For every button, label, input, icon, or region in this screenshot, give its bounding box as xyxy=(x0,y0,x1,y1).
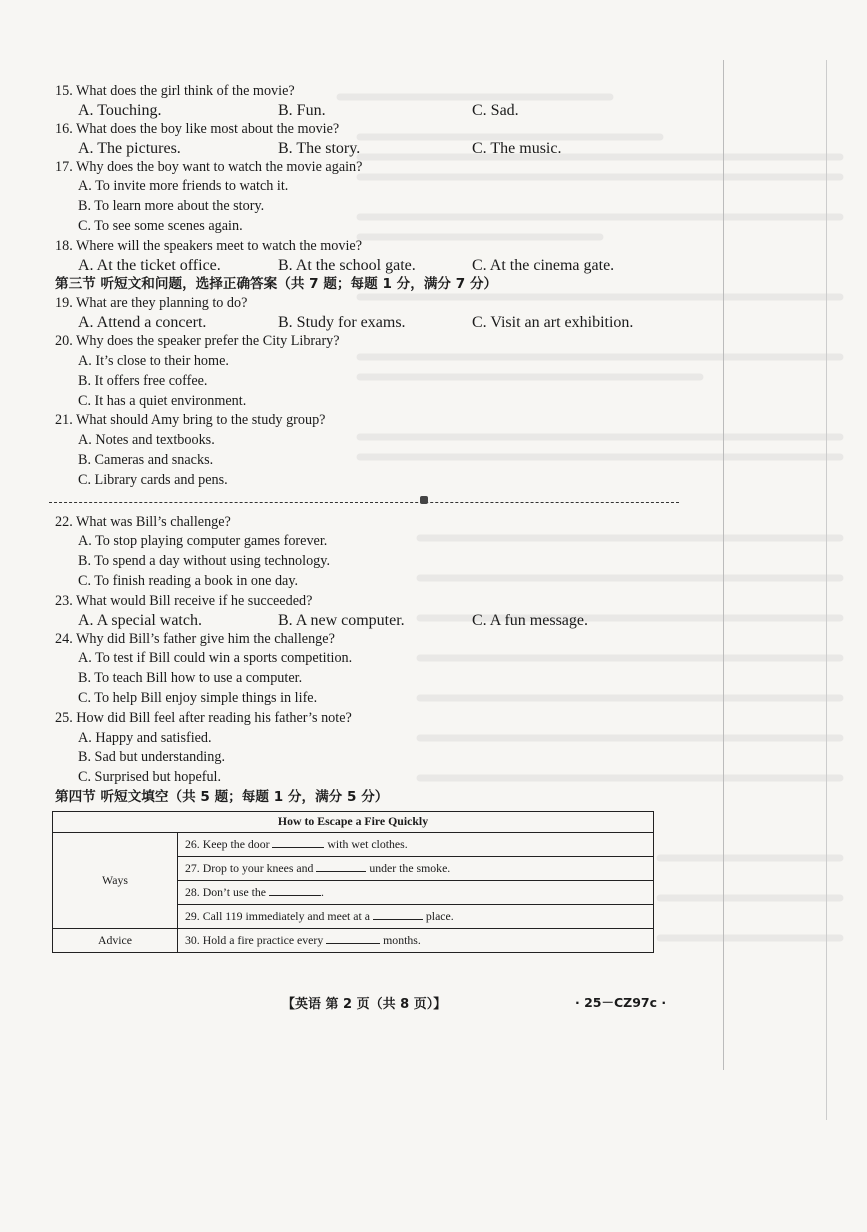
section-4-heading: 第四节 听短文填空（共 5 题；每题 1 分，满分 5 分） xyxy=(55,788,389,805)
row-text: 27. Drop to your knees and xyxy=(185,861,317,876)
option-b[interactable]: B. To learn more about the story. xyxy=(78,198,265,215)
answer-blank[interactable] xyxy=(326,932,380,944)
option-a[interactable]: A. To stop playing computer games forever. xyxy=(78,533,328,550)
question-group-22-25 xyxy=(55,513,665,788)
answer-blank[interactable] xyxy=(272,836,324,848)
question-group-19-21 xyxy=(55,294,665,490)
row-text: place. xyxy=(422,909,454,924)
question-text: 20. Why does the speaker prefer the City Library? xyxy=(55,333,340,350)
option-b[interactable]: B. It offers free coffee. xyxy=(78,372,208,389)
question-item xyxy=(55,120,665,158)
options-row xyxy=(55,314,665,332)
fold-line-divider xyxy=(49,493,679,513)
paper-code: · 25－CZ97c · xyxy=(575,995,667,1010)
option-b[interactable]: B. To teach Bill how to use a computer. xyxy=(78,670,303,687)
option-a[interactable]: A. Notes and textbooks. xyxy=(78,432,215,449)
question-item xyxy=(55,294,665,332)
question-item xyxy=(55,332,665,411)
question-item xyxy=(55,158,665,237)
row-text: 30. Hold a fire practice every xyxy=(185,933,327,948)
question-text: 23. What would Bill receive if he succeeded? xyxy=(55,592,313,609)
table-row-27 xyxy=(178,856,654,880)
row-text: 29. Call 119 immediately and meet at a xyxy=(185,909,373,924)
scan-edge-line xyxy=(826,60,827,1120)
question-text: 18. Where will the speakers meet to watch the movie? xyxy=(55,237,363,254)
option-a[interactable]: A. To invite more friends to watch it. xyxy=(78,178,289,195)
question-text: 21. What should Amy bring to the study group? xyxy=(55,412,326,429)
option-a[interactable]: A. At the ticket office. xyxy=(78,256,221,274)
option-c[interactable]: C. It has a quiet environment. xyxy=(78,392,247,409)
option-c[interactable]: C. To see some scenes again. xyxy=(78,217,243,234)
table-row-26 xyxy=(178,832,654,856)
question-item xyxy=(55,513,665,592)
dashed-line xyxy=(49,502,679,503)
question-text: 19. What are they planning to do? xyxy=(55,295,248,312)
option-a[interactable]: A. It’s close to their home. xyxy=(78,352,229,369)
fold-mark-icon xyxy=(420,496,428,504)
options-row xyxy=(55,257,665,275)
row-text: . xyxy=(321,885,324,900)
question-item xyxy=(55,82,665,120)
option-c[interactable]: C. To finish reading a book in one day. xyxy=(78,572,299,589)
section-3-heading: 第三节 听短文和问题，选择正确答案（共 7 题；每题 1 分，满分 7 分） xyxy=(55,275,498,292)
options-row xyxy=(55,612,665,630)
option-b[interactable]: B. Fun. xyxy=(278,101,326,119)
options-row xyxy=(55,140,665,158)
question-item xyxy=(55,592,665,630)
option-a[interactable]: A. Happy and satisfied. xyxy=(78,729,212,746)
answer-blank[interactable] xyxy=(373,908,423,920)
option-a[interactable]: A. Touching. xyxy=(78,101,162,119)
question-item xyxy=(55,630,665,709)
option-b[interactable]: B. To spend a day without using technology. xyxy=(78,553,330,570)
row-text: with wet clothes. xyxy=(324,837,408,852)
page-footer: 【英语 第 2 页（共 8 页）】 xyxy=(282,997,447,1012)
question-text: 15. What does the girl think of the movie? xyxy=(55,83,295,99)
table-row-28 xyxy=(178,880,654,904)
advice-label: Advice xyxy=(53,928,178,952)
question-group-15-18 xyxy=(55,82,665,275)
question-text: 22. What was Bill’s challenge? xyxy=(55,513,231,530)
question-text: 25. How did Bill feel after reading his father’s note? xyxy=(55,709,352,726)
fire-escape-table xyxy=(52,811,654,953)
option-a[interactable]: A. The pictures. xyxy=(78,139,181,157)
question-text: 24. Why did Bill’s father give him the challenge? xyxy=(55,630,335,647)
row-text: 28. Don’t use the xyxy=(185,885,269,900)
option-c[interactable]: C. To help Bill enjoy simple things in life. xyxy=(78,689,318,706)
scan-edge-line xyxy=(723,60,724,1070)
option-a[interactable]: A. Attend a concert. xyxy=(78,314,207,332)
question-item xyxy=(55,709,665,788)
option-b[interactable]: B. A new computer. xyxy=(278,611,405,629)
ways-label: Ways xyxy=(53,832,178,928)
answer-blank[interactable] xyxy=(269,884,321,896)
option-b[interactable]: B. Study for exams. xyxy=(278,314,406,332)
row-text: 26. Keep the door xyxy=(185,837,273,852)
row-text: under the smoke. xyxy=(366,861,451,876)
table-row-29 xyxy=(178,904,654,928)
option-c[interactable]: C. A fun message. xyxy=(472,611,588,629)
question-text: 17. Why does the boy want to watch the movie again? xyxy=(55,158,363,175)
option-a[interactable]: A. A special watch. xyxy=(78,611,202,629)
option-b[interactable]: B. The story. xyxy=(278,139,361,157)
option-b[interactable]: B. Cameras and snacks. xyxy=(78,451,214,468)
row-text: months. xyxy=(380,933,421,948)
option-b[interactable]: B. At the school gate. xyxy=(278,256,416,274)
option-c[interactable]: C. At the cinema gate. xyxy=(472,256,615,274)
option-c[interactable]: C. Surprised but hopeful. xyxy=(78,769,222,786)
option-c[interactable]: C. Visit an art exhibition. xyxy=(472,314,634,332)
option-a[interactable]: A. To test if Bill could win a sports competition. xyxy=(78,650,353,667)
answer-blank[interactable] xyxy=(316,860,366,872)
table-row-30 xyxy=(178,928,654,952)
options-row xyxy=(55,102,665,120)
exam-content xyxy=(55,82,665,953)
question-item xyxy=(55,411,665,490)
option-c[interactable]: C. Sad. xyxy=(472,101,519,119)
option-c[interactable]: C. The music. xyxy=(472,139,562,157)
table-title: How to Escape a Fire Quickly xyxy=(53,811,654,832)
question-text: 16. What does the boy like most about the movie? xyxy=(55,120,340,137)
option-b[interactable]: B. Sad but understanding. xyxy=(78,749,225,766)
option-c[interactable]: C. Library cards and pens. xyxy=(78,471,228,488)
question-item xyxy=(55,237,665,275)
